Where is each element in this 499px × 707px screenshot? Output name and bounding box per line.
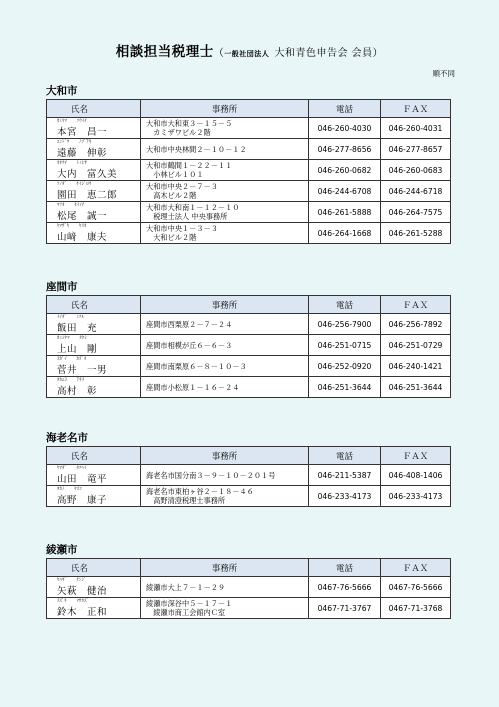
advisor-name: 園田 恵二郎 (57, 190, 118, 201)
phone-number: 046-211-5387 (309, 465, 381, 486)
table-row (47, 377, 451, 398)
title-main: 相談担当税理士 (115, 44, 214, 60)
office-address-cell (141, 223, 309, 244)
col-office-header: 事務所 (141, 100, 309, 118)
address-line-1: 大和市大和東３－１５－５ (146, 119, 233, 128)
office-address-cell (141, 202, 309, 223)
city-heading: 綾瀬市 (46, 544, 78, 556)
name-kana: ｽｶﾞｲ ｶｽﾞｵ (57, 357, 87, 362)
table-header-row (47, 559, 451, 577)
advisor-name-cell (47, 118, 141, 139)
name-kana: ﾔﾊｷﾞ ｹﾝｼﾞ (57, 578, 87, 583)
table-row (47, 356, 451, 377)
city-heading: 座間市 (46, 281, 78, 293)
name-kana: ｿﾉﾀﾞ ｹｲｼﾞﾛｳ (57, 182, 92, 187)
advisor-name-cell (47, 160, 141, 181)
table-row (47, 118, 451, 139)
col-name-header: 氏名 (47, 100, 141, 118)
phone-number: 046-244-6708 (309, 181, 381, 202)
advisor-table (46, 295, 451, 398)
table-row (47, 160, 451, 181)
name-kana: ﾀｶﾉ ﾔｽｺ (57, 487, 82, 492)
city-heading: 大和市 (46, 85, 78, 97)
city-section (46, 431, 450, 507)
office-address-cell (141, 465, 309, 486)
phone-number: 0467-76-5666 (309, 577, 381, 598)
address-line-2: カミザワビル２階 (146, 128, 211, 137)
table-header-row (47, 100, 451, 118)
col-office-header: 事務所 (141, 559, 309, 577)
col-tel-header: 電話 (309, 447, 381, 465)
fax-number: 046-233-4173 (381, 486, 451, 507)
address-line-1: 大和市大和南１－１２－１０ (146, 203, 240, 212)
advisor-name-cell (47, 598, 141, 619)
advisor-name-cell (47, 356, 141, 377)
name-kana: ﾏﾂｵ ｾｲｲﾁ (57, 203, 85, 208)
table-row (47, 181, 451, 202)
advisor-table (46, 99, 451, 244)
name-kana: ﾔﾏﾀﾞ ﾀﾂﾍｲ (57, 466, 87, 471)
fax-number: 046-240-1421 (381, 356, 451, 377)
office-address-cell (141, 160, 309, 181)
col-office-header: 事務所 (141, 447, 309, 465)
advisor-name-cell (47, 181, 141, 202)
address-line-2: 税理士法人 中央事務所 (146, 212, 228, 221)
advisor-name-cell (47, 577, 141, 598)
table-row (47, 335, 451, 356)
advisor-name: 山﨑 康夫 (57, 232, 108, 243)
table-row (47, 314, 451, 335)
office-address-cell (141, 486, 309, 507)
office-address-cell (141, 577, 309, 598)
office-address-cell (141, 377, 309, 398)
fax-number: 046-251-3644 (381, 377, 451, 398)
advisor-name: 飯田 充 (57, 323, 98, 334)
name-kana: ﾔﾏｻﾞｷ ﾔｽｵ (57, 224, 87, 229)
advisor-name-cell (47, 223, 141, 244)
address-line-1: 綾瀬市深谷中５－１７－１ (146, 599, 233, 608)
city-section (46, 543, 450, 619)
name-kana: ｵｵｳﾁ ﾄﾐﾋｻ (57, 161, 87, 166)
table-header-row (47, 447, 451, 465)
table-row (47, 486, 451, 507)
phone-number: 0467-71-3767 (309, 598, 381, 619)
fax-number: 0467-71-3768 (381, 598, 451, 619)
office-address-cell (141, 139, 309, 160)
fax-number: 046-261-5288 (381, 223, 451, 244)
advisor-name-cell (47, 465, 141, 486)
phone-number: 046-252-0920 (309, 356, 381, 377)
col-office-header: 事務所 (141, 296, 309, 314)
table-row (47, 598, 451, 619)
office-address-cell (141, 335, 309, 356)
advisor-table (46, 446, 451, 507)
address-line-1: 大和市中央林間２－１０－１２ (146, 144, 247, 154)
office-address-cell (141, 356, 309, 377)
advisor-name-cell (47, 335, 141, 356)
col-fax-header: ＦＡＸ (381, 447, 451, 465)
address-line-2: 大和ビル２階 (146, 233, 197, 242)
city-section (46, 84, 450, 244)
address-line-1: 綾瀬市大上７－１－２９ (146, 582, 226, 592)
advisor-name-cell (47, 486, 141, 507)
advisor-name: 本宮 昌一 (57, 127, 108, 138)
table-row (47, 577, 451, 598)
fax-number: 046-264-7575 (381, 202, 451, 223)
advisor-name: 松尾 誠一 (57, 211, 108, 222)
phone-number: 046-264-1668 (309, 223, 381, 244)
phone-number: 046-260-4030 (309, 118, 381, 139)
advisor-table (46, 558, 451, 619)
office-address-cell (141, 118, 309, 139)
address-line-1: 海老名市東柏ヶ谷２－１８－４６ (146, 487, 254, 496)
address-line-2: 高木ビル２階 (146, 191, 197, 200)
name-kana: ｶﾐﾔﾏ ｿｳｲﾁ (57, 119, 87, 124)
advisor-name: 鈴木 正和 (57, 607, 108, 618)
col-fax-header: ＦＡＸ (381, 296, 451, 314)
advisor-name-cell (47, 377, 141, 398)
address-line-1: 座間市南栗原６－８－１０－３ (146, 361, 247, 371)
org-name: 大和青色申告会 会員） (274, 48, 384, 59)
address-line-2: 綾瀬市商工会館内Ｃ室 (146, 608, 226, 617)
phone-number: 046-251-0715 (309, 335, 381, 356)
advisor-name: 高野 康子 (57, 495, 108, 506)
order-note: 順不同 (432, 69, 455, 78)
advisor-name: 菅井 一男 (57, 365, 108, 376)
fax-number: 046-256-7892 (381, 314, 451, 335)
address-line-1: 座間市西栗原２－７－２４ (146, 319, 233, 329)
advisor-name: 矢萩 健治 (57, 586, 108, 597)
fax-number: 046-251-0729 (381, 335, 451, 356)
advisor-name: 遠藤 伸彰 (57, 148, 108, 159)
fax-number: 046-408-1406 (381, 465, 451, 486)
phone-number: 046-233-4173 (309, 486, 381, 507)
office-address-cell (141, 314, 309, 335)
advisor-name: 大内 富久美 (57, 169, 118, 180)
table-row (47, 223, 451, 244)
office-address-cell (141, 181, 309, 202)
address-line-2: 小林ビル１０１ (146, 170, 204, 179)
address-line-1: 大和市中央１－３－３ (146, 224, 218, 233)
fax-number: 046-260-0683 (381, 160, 451, 181)
phone-number: 046-261-5888 (309, 202, 381, 223)
phone-number: 046-277-8656 (309, 139, 381, 160)
table-row (47, 139, 451, 160)
col-fax-header: ＦＡＸ (381, 559, 451, 577)
fax-number: 046-277-8657 (381, 139, 451, 160)
col-name-header: 氏名 (47, 296, 141, 314)
advisor-name-cell (47, 202, 141, 223)
org-type: 一般社団法人 (224, 50, 270, 58)
fax-number: 046-260-4031 (381, 118, 451, 139)
table-row (47, 202, 451, 223)
name-kana: ｽｽﾞｷ ﾏｻｶｽﾞ (57, 599, 89, 604)
address-line-1: 大和市中央２－７－３ (146, 182, 218, 191)
address-line-2: 高野清澄税理士事務所 (146, 496, 226, 505)
name-kana: ｲｲﾀﾞ ﾐﾂﾙ (57, 315, 85, 320)
name-kana: ｴﾝﾄﾞｳ ﾉﾌﾞｱｷ (57, 140, 92, 145)
table-header-row (47, 296, 451, 314)
fax-number: 0467-76-5666 (381, 577, 451, 598)
col-tel-header: 電話 (309, 100, 381, 118)
address-line-1: 座間市相模が丘６－６－３ (146, 340, 233, 350)
col-name-header: 氏名 (47, 447, 141, 465)
phone-number: 046-251-3644 (309, 377, 381, 398)
city-section (46, 280, 450, 398)
address-line-1: 大和市鶴間１－２２－１１ (146, 161, 233, 170)
advisor-name-cell (47, 314, 141, 335)
city-heading: 海老名市 (46, 432, 88, 444)
fax-number: 046-244-6718 (381, 181, 451, 202)
office-address-cell (141, 598, 309, 619)
advisor-name-cell (47, 139, 141, 160)
page-title (0, 40, 499, 60)
col-name-header: 氏名 (47, 559, 141, 577)
col-fax-header: ＦＡＸ (381, 100, 451, 118)
table-row (47, 465, 451, 486)
address-line-1: 座間市小松原１－１６－２４ (146, 382, 240, 392)
col-tel-header: 電話 (309, 296, 381, 314)
name-kana: ｶﾐｼﾔﾏ ﾀｹｼ (57, 336, 87, 341)
advisor-name: 山田 竜平 (57, 474, 108, 485)
name-kana: ﾀｶﾑﾗ ｱｷﾗ (57, 378, 85, 383)
advisor-name: 高村 彰 (57, 386, 98, 397)
title-paren: （ (213, 48, 225, 59)
advisor-name: 上山 剛 (57, 344, 98, 355)
phone-number: 046-256-7900 (309, 314, 381, 335)
address-line-1: 海老名市国分南３－９－１０－２０１号 (146, 470, 276, 480)
phone-number: 046-260-0682 (309, 160, 381, 181)
col-tel-header: 電話 (309, 559, 381, 577)
